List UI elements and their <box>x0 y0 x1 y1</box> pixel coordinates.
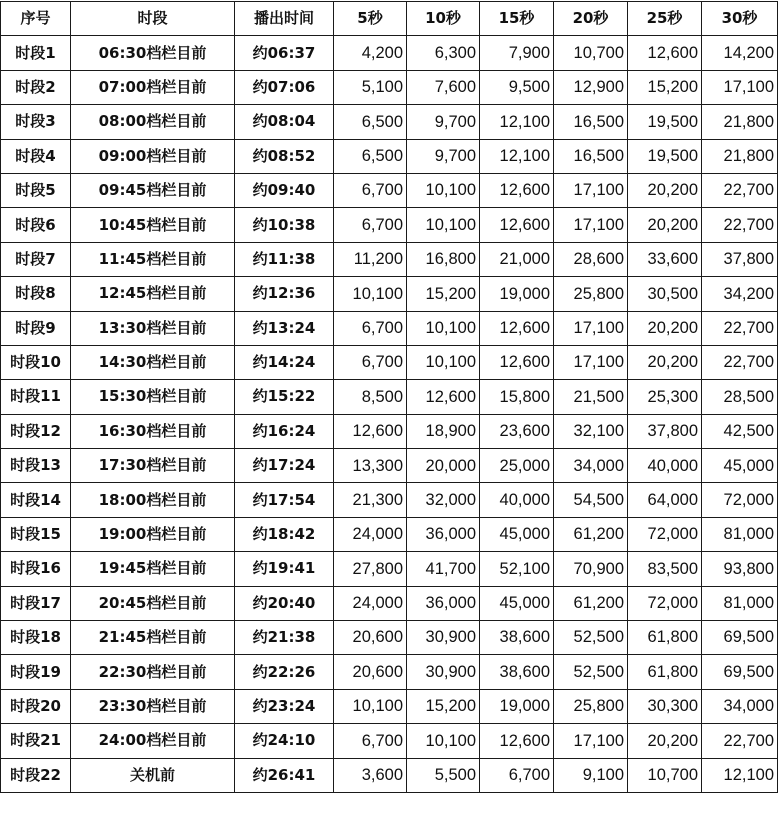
slot-cell: 09:00档栏目前 <box>71 139 235 173</box>
price-cell-5s: 6,700 <box>334 724 407 758</box>
price-cell-10s: 30,900 <box>407 621 480 655</box>
price-cell-30s: 34,200 <box>702 277 778 311</box>
price-cell-15s: 9,500 <box>480 70 554 104</box>
header-20s: 20秒 <box>554 2 628 36</box>
seq-cell: 时段22 <box>1 758 71 792</box>
air-time-cell: 约13:24 <box>235 311 334 345</box>
price-cell-25s: 37,800 <box>628 414 702 448</box>
price-cell-10s: 9,700 <box>407 139 480 173</box>
price-cell-25s: 61,800 <box>628 655 702 689</box>
price-cell-25s: 19,500 <box>628 105 702 139</box>
seq-cell: 时段21 <box>1 724 71 758</box>
price-cell-20s: 16,500 <box>554 139 628 173</box>
price-cell-25s: 30,500 <box>628 277 702 311</box>
slot-cell: 19:00档栏目前 <box>71 517 235 551</box>
price-cell-30s: 14,200 <box>702 36 778 70</box>
price-cell-25s: 64,000 <box>628 483 702 517</box>
price-cell-15s: 45,000 <box>480 517 554 551</box>
table-body <box>1 36 778 793</box>
seq-cell: 时段8 <box>1 277 71 311</box>
price-cell-5s: 24,000 <box>334 517 407 551</box>
header-5s: 5秒 <box>334 2 407 36</box>
slot-cell: 11:45档栏目前 <box>71 242 235 276</box>
price-cell-10s: 10,100 <box>407 345 480 379</box>
table-row <box>1 586 778 620</box>
price-cell-30s: 21,800 <box>702 105 778 139</box>
price-cell-30s: 37,800 <box>702 242 778 276</box>
air-time-cell: 约12:36 <box>235 277 334 311</box>
price-cell-5s: 6,700 <box>334 345 407 379</box>
table-row <box>1 173 778 207</box>
header-10s: 10秒 <box>407 2 480 36</box>
price-cell-15s: 38,600 <box>480 621 554 655</box>
slot-cell: 18:00档栏目前 <box>71 483 235 517</box>
price-cell-15s: 12,100 <box>480 105 554 139</box>
table-row <box>1 242 778 276</box>
table-row <box>1 345 778 379</box>
table-row <box>1 552 778 586</box>
price-cell-25s: 83,500 <box>628 552 702 586</box>
price-cell-15s: 23,600 <box>480 414 554 448</box>
table-row <box>1 689 778 723</box>
air-time-cell: 约26:41 <box>235 758 334 792</box>
price-cell-15s: 6,700 <box>480 758 554 792</box>
price-cell-15s: 38,600 <box>480 655 554 689</box>
slot-cell: 19:45档栏目前 <box>71 552 235 586</box>
price-cell-25s: 12,600 <box>628 36 702 70</box>
price-cell-30s: 45,000 <box>702 449 778 483</box>
price-cell-30s: 22,700 <box>702 208 778 242</box>
table-row <box>1 517 778 551</box>
seq-cell: 时段12 <box>1 414 71 448</box>
slot-cell: 09:45档栏目前 <box>71 173 235 207</box>
slot-cell: 10:45档栏目前 <box>71 208 235 242</box>
price-cell-10s: 5,500 <box>407 758 480 792</box>
price-cell-15s: 52,100 <box>480 552 554 586</box>
seq-cell: 时段3 <box>1 105 71 139</box>
air-time-cell: 约08:52 <box>235 139 334 173</box>
price-cell-25s: 20,200 <box>628 311 702 345</box>
seq-cell: 时段17 <box>1 586 71 620</box>
air-time-cell: 约23:24 <box>235 689 334 723</box>
price-cell-30s: 34,000 <box>702 689 778 723</box>
slot-cell: 17:30档栏目前 <box>71 449 235 483</box>
price-cell-25s: 30,300 <box>628 689 702 723</box>
price-cell-25s: 25,300 <box>628 380 702 414</box>
price-cell-30s: 93,800 <box>702 552 778 586</box>
air-time-cell: 约16:24 <box>235 414 334 448</box>
price-cell-5s: 27,800 <box>334 552 407 586</box>
slot-cell: 14:30档栏目前 <box>71 345 235 379</box>
price-cell-10s: 12,600 <box>407 380 480 414</box>
price-cell-25s: 61,800 <box>628 621 702 655</box>
slot-cell: 21:45档栏目前 <box>71 621 235 655</box>
price-cell-10s: 30,900 <box>407 655 480 689</box>
slot-cell: 关机前 <box>71 758 235 792</box>
seq-cell: 时段10 <box>1 345 71 379</box>
price-cell-15s: 12,600 <box>480 724 554 758</box>
price-cell-20s: 21,500 <box>554 380 628 414</box>
table-row <box>1 724 778 758</box>
price-cell-5s: 12,600 <box>334 414 407 448</box>
seq-cell: 时段1 <box>1 36 71 70</box>
slot-cell: 20:45档栏目前 <box>71 586 235 620</box>
air-time-cell: 约19:41 <box>235 552 334 586</box>
price-cell-15s: 15,800 <box>480 380 554 414</box>
slot-cell: 13:30档栏目前 <box>71 311 235 345</box>
seq-cell: 时段15 <box>1 517 71 551</box>
air-time-cell: 约14:24 <box>235 345 334 379</box>
header-row <box>1 2 778 36</box>
price-cell-25s: 20,200 <box>628 724 702 758</box>
slot-cell: 16:30档栏目前 <box>71 414 235 448</box>
price-cell-25s: 10,700 <box>628 758 702 792</box>
price-cell-30s: 81,000 <box>702 586 778 620</box>
price-cell-20s: 32,100 <box>554 414 628 448</box>
air-time-cell: 约06:37 <box>235 36 334 70</box>
price-cell-30s: 22,700 <box>702 345 778 379</box>
price-cell-20s: 17,100 <box>554 208 628 242</box>
price-cell-30s: 17,100 <box>702 70 778 104</box>
price-cell-30s: 69,500 <box>702 621 778 655</box>
slot-cell: 22:30档栏目前 <box>71 655 235 689</box>
header-30s: 30秒 <box>702 2 778 36</box>
price-cell-5s: 10,100 <box>334 277 407 311</box>
air-time-cell: 约15:22 <box>235 380 334 414</box>
slot-cell: 15:30档栏目前 <box>71 380 235 414</box>
air-time-cell: 约17:24 <box>235 449 334 483</box>
header-air-time: 播出时间 <box>235 2 334 36</box>
price-cell-10s: 9,700 <box>407 105 480 139</box>
table-row <box>1 208 778 242</box>
price-cell-30s: 42,500 <box>702 414 778 448</box>
price-cell-10s: 20,000 <box>407 449 480 483</box>
price-cell-5s: 21,300 <box>334 483 407 517</box>
price-cell-5s: 6,700 <box>334 311 407 345</box>
price-cell-20s: 52,500 <box>554 655 628 689</box>
price-cell-5s: 13,300 <box>334 449 407 483</box>
price-cell-10s: 18,900 <box>407 414 480 448</box>
air-time-cell: 约17:54 <box>235 483 334 517</box>
slot-cell: 24:00档栏目前 <box>71 724 235 758</box>
price-cell-20s: 12,900 <box>554 70 628 104</box>
seq-cell: 时段14 <box>1 483 71 517</box>
table-row <box>1 36 778 70</box>
table-row <box>1 380 778 414</box>
table-row <box>1 311 778 345</box>
air-time-cell: 约24:10 <box>235 724 334 758</box>
price-cell-20s: 61,200 <box>554 517 628 551</box>
table-row <box>1 70 778 104</box>
price-cell-15s: 12,600 <box>480 208 554 242</box>
seq-cell: 时段11 <box>1 380 71 414</box>
price-cell-30s: 72,000 <box>702 483 778 517</box>
slot-cell: 07:00档栏目前 <box>71 70 235 104</box>
price-cell-10s: 10,100 <box>407 173 480 207</box>
seq-cell: 时段9 <box>1 311 71 345</box>
price-cell-10s: 41,700 <box>407 552 480 586</box>
air-time-cell: 约09:40 <box>235 173 334 207</box>
header-slot: 时段 <box>71 2 235 36</box>
seq-cell: 时段2 <box>1 70 71 104</box>
price-cell-25s: 33,600 <box>628 242 702 276</box>
seq-cell: 时段16 <box>1 552 71 586</box>
air-time-cell: 约21:38 <box>235 621 334 655</box>
price-cell-15s: 19,000 <box>480 689 554 723</box>
price-cell-20s: 16,500 <box>554 105 628 139</box>
price-cell-25s: 19,500 <box>628 139 702 173</box>
seq-cell: 时段4 <box>1 139 71 173</box>
table-row <box>1 483 778 517</box>
price-cell-20s: 52,500 <box>554 621 628 655</box>
price-cell-20s: 9,100 <box>554 758 628 792</box>
price-cell-10s: 7,600 <box>407 70 480 104</box>
air-time-cell: 约08:04 <box>235 105 334 139</box>
price-cell-5s: 5,100 <box>334 70 407 104</box>
seq-cell: 时段19 <box>1 655 71 689</box>
price-cell-10s: 6,300 <box>407 36 480 70</box>
price-cell-30s: 22,700 <box>702 173 778 207</box>
seq-cell: 时段18 <box>1 621 71 655</box>
price-cell-20s: 34,000 <box>554 449 628 483</box>
price-cell-25s: 20,200 <box>628 208 702 242</box>
price-cell-5s: 6,700 <box>334 208 407 242</box>
price-cell-5s: 20,600 <box>334 621 407 655</box>
price-cell-25s: 72,000 <box>628 517 702 551</box>
price-cell-30s: 81,000 <box>702 517 778 551</box>
table-row <box>1 139 778 173</box>
price-cell-15s: 45,000 <box>480 586 554 620</box>
price-cell-10s: 32,000 <box>407 483 480 517</box>
price-cell-15s: 12,600 <box>480 345 554 379</box>
price-cell-15s: 12,600 <box>480 173 554 207</box>
table-row <box>1 621 778 655</box>
price-cell-20s: 61,200 <box>554 586 628 620</box>
ad-rate-table <box>0 1 778 793</box>
price-cell-30s: 22,700 <box>702 311 778 345</box>
slot-cell: 23:30档栏目前 <box>71 689 235 723</box>
slot-cell: 06:30档栏目前 <box>71 36 235 70</box>
price-cell-30s: 12,100 <box>702 758 778 792</box>
price-cell-20s: 17,100 <box>554 173 628 207</box>
price-cell-5s: 6,500 <box>334 139 407 173</box>
slot-cell: 08:00档栏目前 <box>71 105 235 139</box>
price-cell-25s: 20,200 <box>628 173 702 207</box>
air-time-cell: 约20:40 <box>235 586 334 620</box>
price-cell-15s: 19,000 <box>480 277 554 311</box>
price-cell-15s: 7,900 <box>480 36 554 70</box>
price-cell-5s: 6,700 <box>334 173 407 207</box>
price-cell-15s: 21,000 <box>480 242 554 276</box>
price-cell-25s: 20,200 <box>628 345 702 379</box>
price-cell-25s: 72,000 <box>628 586 702 620</box>
table-row <box>1 277 778 311</box>
price-cell-20s: 17,100 <box>554 345 628 379</box>
header-25s: 25秒 <box>628 2 702 36</box>
price-cell-15s: 40,000 <box>480 483 554 517</box>
price-cell-10s: 15,200 <box>407 689 480 723</box>
air-time-cell: 约18:42 <box>235 517 334 551</box>
header-seq: 序号 <box>1 2 71 36</box>
price-cell-20s: 10,700 <box>554 36 628 70</box>
price-cell-10s: 10,100 <box>407 311 480 345</box>
price-cell-15s: 25,000 <box>480 449 554 483</box>
air-time-cell: 约07:06 <box>235 70 334 104</box>
table-row <box>1 414 778 448</box>
slot-cell: 12:45档栏目前 <box>71 277 235 311</box>
price-cell-20s: 70,900 <box>554 552 628 586</box>
seq-cell: 时段7 <box>1 242 71 276</box>
price-cell-10s: 10,100 <box>407 208 480 242</box>
seq-cell: 时段5 <box>1 173 71 207</box>
price-cell-30s: 28,500 <box>702 380 778 414</box>
price-cell-5s: 10,100 <box>334 689 407 723</box>
price-cell-20s: 17,100 <box>554 724 628 758</box>
price-cell-5s: 4,200 <box>334 36 407 70</box>
header-15s: 15秒 <box>480 2 554 36</box>
table-header <box>1 2 778 36</box>
price-cell-15s: 12,100 <box>480 139 554 173</box>
seq-cell: 时段6 <box>1 208 71 242</box>
price-cell-10s: 36,000 <box>407 517 480 551</box>
table-row <box>1 655 778 689</box>
price-cell-5s: 3,600 <box>334 758 407 792</box>
price-cell-10s: 16,800 <box>407 242 480 276</box>
price-cell-20s: 17,100 <box>554 311 628 345</box>
price-cell-20s: 28,600 <box>554 242 628 276</box>
table-row <box>1 758 778 792</box>
price-cell-20s: 54,500 <box>554 483 628 517</box>
price-cell-5s: 11,200 <box>334 242 407 276</box>
air-time-cell: 约11:38 <box>235 242 334 276</box>
price-cell-5s: 20,600 <box>334 655 407 689</box>
price-cell-30s: 22,700 <box>702 724 778 758</box>
seq-cell: 时段20 <box>1 689 71 723</box>
price-cell-30s: 21,800 <box>702 139 778 173</box>
price-cell-25s: 15,200 <box>628 70 702 104</box>
price-cell-5s: 8,500 <box>334 380 407 414</box>
price-cell-5s: 6,500 <box>334 105 407 139</box>
price-cell-10s: 36,000 <box>407 586 480 620</box>
price-cell-15s: 12,600 <box>480 311 554 345</box>
table-row <box>1 449 778 483</box>
price-cell-5s: 24,000 <box>334 586 407 620</box>
seq-cell: 时段13 <box>1 449 71 483</box>
price-cell-10s: 10,100 <box>407 724 480 758</box>
air-time-cell: 约10:38 <box>235 208 334 242</box>
price-cell-25s: 40,000 <box>628 449 702 483</box>
price-cell-20s: 25,800 <box>554 277 628 311</box>
price-cell-20s: 25,800 <box>554 689 628 723</box>
air-time-cell: 约22:26 <box>235 655 334 689</box>
price-cell-30s: 69,500 <box>702 655 778 689</box>
table-row <box>1 105 778 139</box>
price-cell-10s: 15,200 <box>407 277 480 311</box>
